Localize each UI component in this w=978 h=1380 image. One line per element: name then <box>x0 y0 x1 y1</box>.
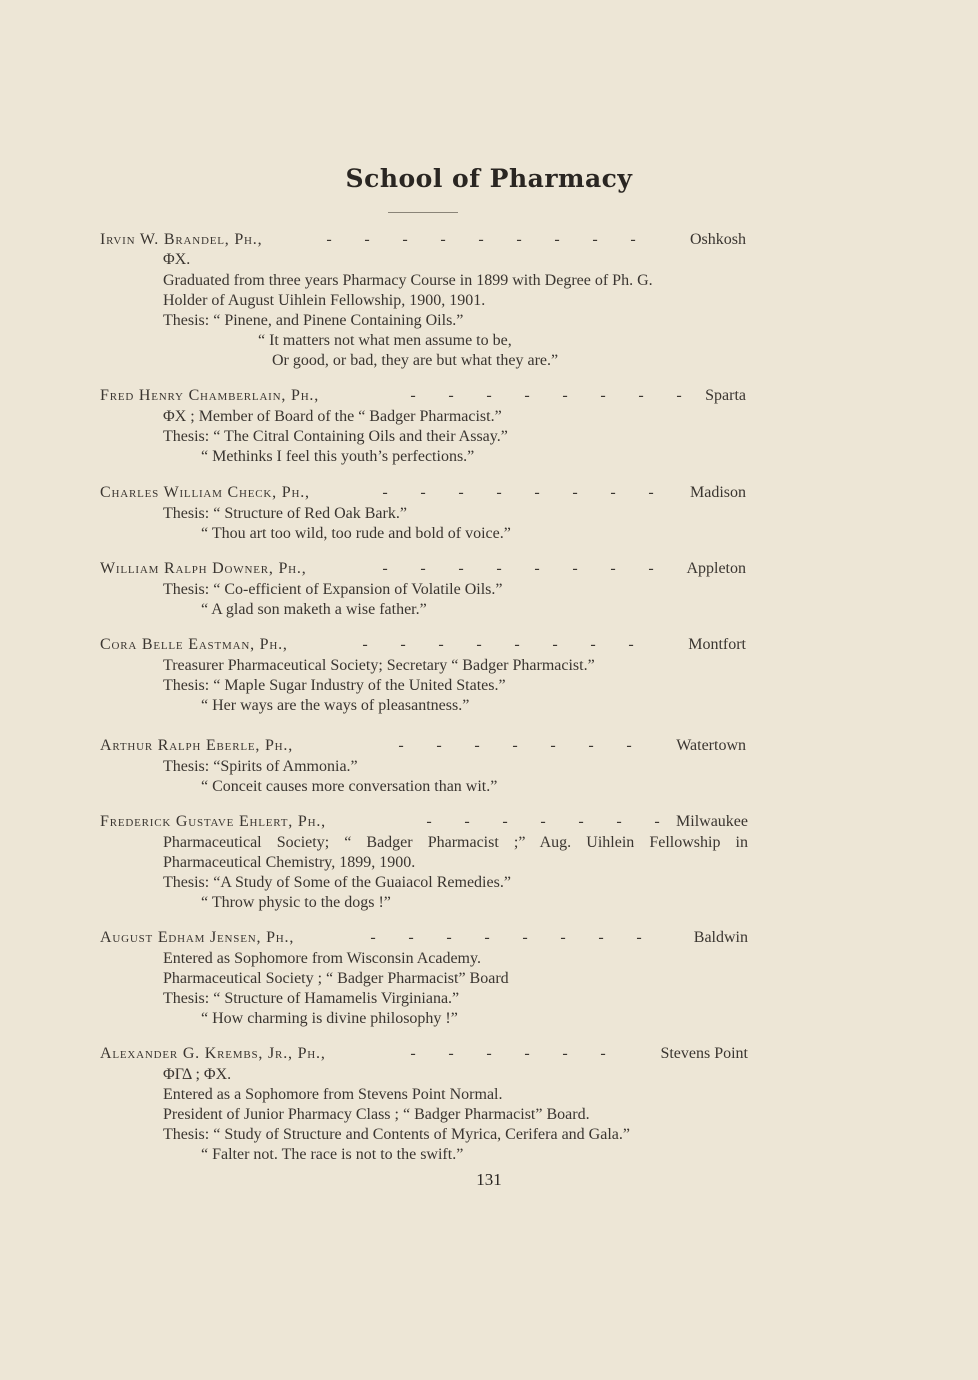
page-number: 131 <box>476 1170 502 1189</box>
entry-line: Pharmaceutical Society ; “ Badger Pharmacist” Board <box>163 970 509 987</box>
motto-line: Or good, or bad, they are but what they are.” <box>272 352 559 369</box>
graduate-entry <box>0 735 978 797</box>
graduate-hometown: Watertown <box>676 737 746 754</box>
motto-line: “ A glad son maketh a wise father.” <box>201 601 427 618</box>
graduate-hometown: Sparta <box>705 387 746 404</box>
leader-dashes: - - - - - - <box>410 1045 606 1062</box>
entry-line: ΦX ; Member of Board of the “ Badger Pharmacist.” <box>163 408 502 425</box>
leader-dashes: - - - - - - - - - <box>326 231 636 248</box>
graduate-name: Cora Belle Eastman, Ph., <box>100 636 288 653</box>
entry-line: Graduated from three years Pharmacy Course in 1899 with Degree of Ph. G. <box>163 272 653 289</box>
graduate-hometown: Appleton <box>686 560 746 577</box>
entry-line: Thesis: “ Study of Structure and Contents of Myrica, Cerifera and Gala.” <box>163 1126 630 1143</box>
graduate-entry <box>0 1043 978 1165</box>
leader-dashes: - - - - - - - <box>398 737 632 754</box>
entry-line: Thesis: “ Pinene, and Pinene Containing Oils.” <box>163 312 464 329</box>
graduate-name: Irvin W. Brandel, Ph., <box>100 231 263 248</box>
leader-dashes: - - - - - - - - <box>410 387 682 404</box>
graduate-name: Frederick Gustave Ehlert, Ph., <box>100 813 326 830</box>
entry-line: Thesis: “ Structure of Red Oak Bark.” <box>163 505 407 522</box>
leader-dashes: - - - - - - - - <box>362 636 634 653</box>
graduate-entry <box>0 229 978 371</box>
entry-line: Thesis: “ The Citral Containing Oils and their Assay.” <box>163 428 508 445</box>
entry-line: Thesis: “ Structure of Hamamelis Virginiana.” <box>163 990 460 1007</box>
graduate-entry <box>0 558 978 620</box>
entry-line: ΦX. <box>163 251 191 268</box>
motto-line: “ Conceit causes more conversation than wit.” <box>201 778 498 795</box>
entry-line: ΦΓΔ ; ΦX. <box>163 1066 232 1083</box>
entry-line: Holder of August Uihlein Fellowship, 1900, 1901. <box>163 292 486 309</box>
motto-line: “ Throw physic to the dogs !” <box>201 894 391 911</box>
leader-dashes: - - - - - - - - <box>382 484 654 501</box>
entry-line: Thesis: “ Co-efficient of Expansion of Volatile Oils.” <box>163 581 503 598</box>
graduate-entry <box>0 927 978 1029</box>
motto-line: “ Falter not. The race is not to the swift.” <box>201 1146 464 1163</box>
graduate-hometown: Baldwin <box>693 929 748 946</box>
graduate-name: Charles William Check, Ph., <box>100 484 310 501</box>
graduate-hometown: Stevens Point <box>660 1045 748 1062</box>
graduate-name: William Ralph Downer, Ph., <box>100 560 307 577</box>
graduate-entry <box>0 811 978 913</box>
graduate-name: Alexander G. Krembs, Jr., Ph., <box>100 1045 326 1062</box>
graduate-hometown: Oshkosh <box>689 231 746 248</box>
entry-line: Pharmaceutical Chemistry, 1899, 1900. <box>163 854 416 871</box>
graduate-entry <box>0 385 978 467</box>
graduate-hometown: Montfort <box>688 636 746 653</box>
motto-line: “ It matters not what men assume to be, <box>258 332 512 349</box>
motto-line: “ Methinks I feel this youth’s perfections.” <box>201 448 475 465</box>
graduate-hometown: Milwaukee <box>676 813 748 830</box>
entry-line: Thesis: “ Maple Sugar Industry of the United States.” <box>163 677 506 694</box>
entry-line: Thesis: “Spirits of Ammonia.” <box>163 758 358 775</box>
graduate-name: Fred Henry Chamberlain, Ph., <box>100 387 320 404</box>
motto-line: “ Thou art too wild, too rude and bold of voice.” <box>201 525 511 542</box>
leader-dashes: - - - - - - - - <box>382 560 654 577</box>
entry-line: Thesis: “A Study of Some of the Guaiacol Remedies.” <box>163 874 511 891</box>
entry-line: Pharmaceutical Society; “ Badger Pharmacist ;” Aug. Uihlein Fellowship in <box>163 834 748 851</box>
page-title: School of Pharmacy <box>345 164 633 193</box>
graduate-name: August Edham Jensen, Ph., <box>100 929 295 946</box>
leader-dashes: - - - - - - - <box>426 813 660 830</box>
entry-line: President of Junior Pharmacy Class ; “ Badger Pharmacist” Board. <box>163 1106 590 1123</box>
entry-line: Treasurer Pharmaceutical Society; Secretary “ Badger Pharmacist.” <box>163 657 595 674</box>
graduate-name: Arthur Ralph Eberle, Ph., <box>100 737 294 754</box>
graduate-entry <box>0 482 978 544</box>
motto-line: “ How charming is divine philosophy !” <box>201 1010 458 1027</box>
motto-line: “ Her ways are the ways of pleasantness.” <box>201 697 470 714</box>
entry-line: Entered as Sophomore from Wisconsin Academy. <box>163 950 481 967</box>
title-rule <box>388 212 458 213</box>
entry-line: Entered as a Sophomore from Stevens Point Normal. <box>163 1086 503 1103</box>
leader-dashes: - - - - - - - - <box>370 929 642 946</box>
graduate-entry <box>0 634 978 716</box>
graduate-hometown: Madison <box>690 484 746 501</box>
